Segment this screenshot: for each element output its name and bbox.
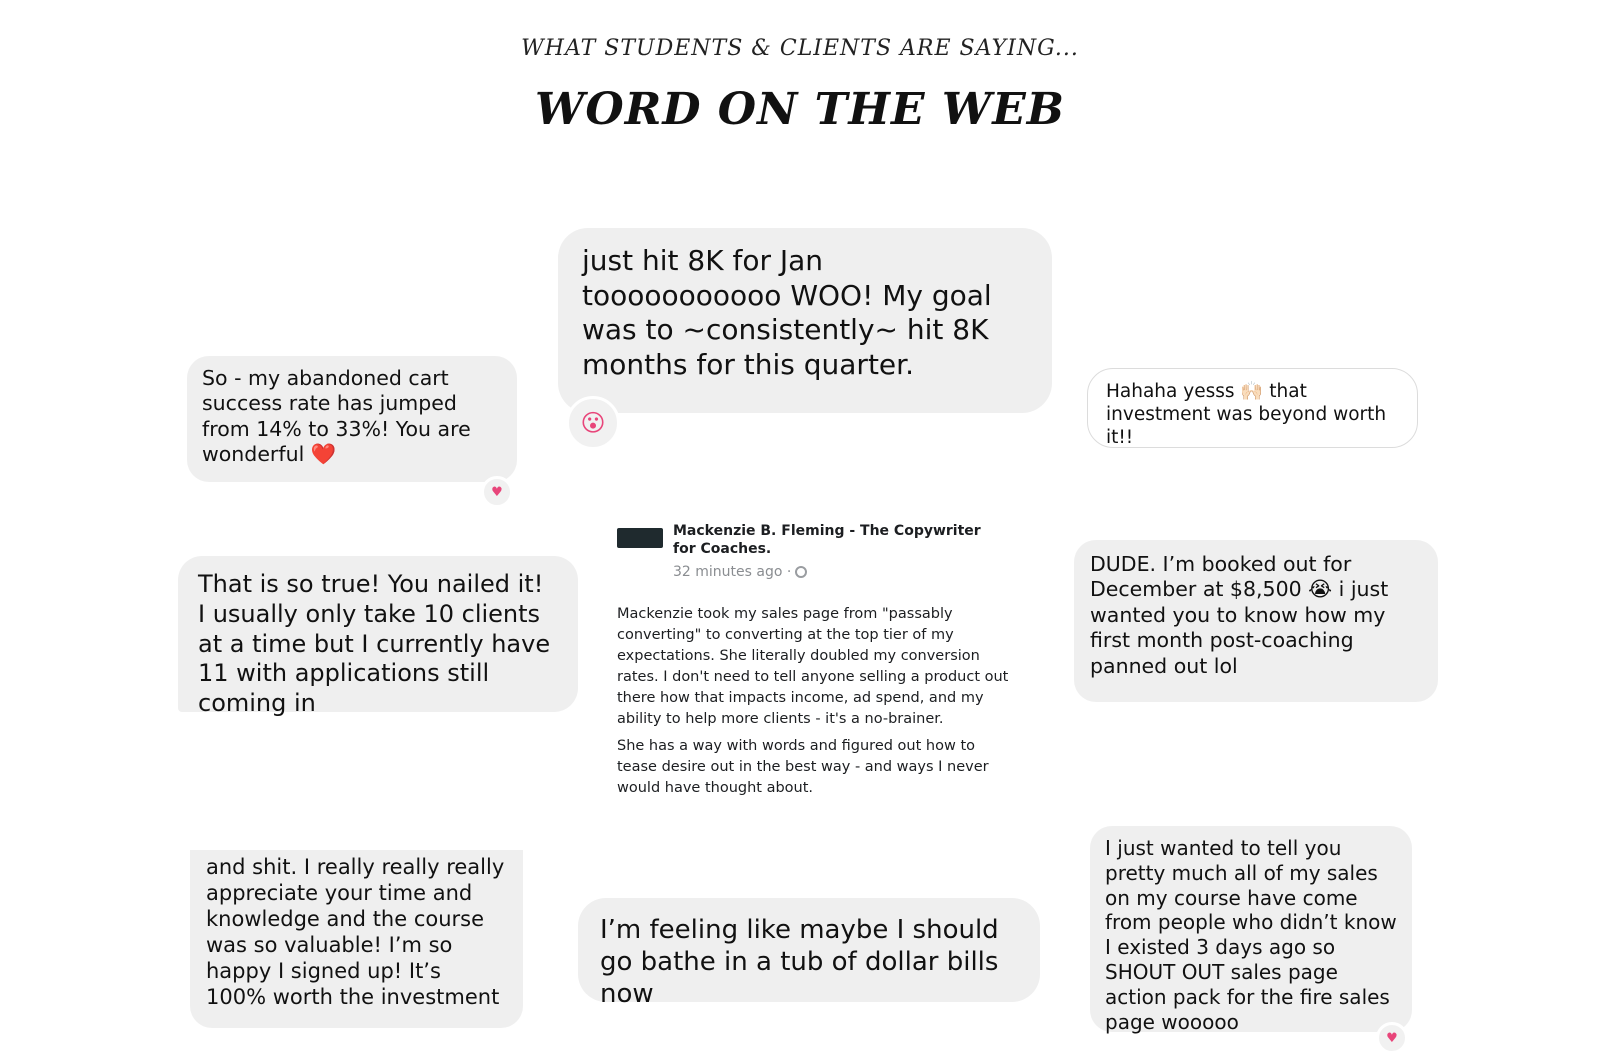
testimonial-valuable	[190, 850, 523, 1028]
heart-reaction-icon: ♥	[481, 476, 513, 508]
testimonial-sales-text: I just wanted to tell you pretty much all of my sales on my course have come from people who didn’t know I existed 3 days ago so SHOUT OUT sales page action pack for the fire sales page wooooo	[1105, 836, 1397, 1034]
post-timestamp	[673, 564, 807, 580]
testimonial-hahaha-text: Hahaha yesss 🙌🏻 that investment was beyond worth it!!	[1106, 381, 1387, 448]
post-paragraph-1: Mackenzie took my sales page from "passably converting" to converting at the top tier of my expectations. She literally doubled my conversion rates. I don't need to tell anyone selling a product out there how that impacts income, ad spend, and my ability to help more clients - it's a no-brainer.	[617, 606, 1009, 728]
testimonial-hahaha	[1087, 368, 1418, 448]
testimonial-nailed-text: That is so true! You nailed it! I usually only take 10 clients at a time but I currently have 11 with applications still coming in	[198, 570, 551, 717]
testimonial-sales	[1090, 826, 1412, 1032]
testimonial-jan	[558, 228, 1052, 413]
testimonial-cart	[187, 356, 517, 482]
testimonial-dude	[1074, 540, 1438, 702]
section-eyebrow: WHAT STUDENTS & CLIENTS ARE SAYING...	[521, 36, 1079, 61]
testimonial-dude-text: DUDE. I’m booked out for December at $8,500 😭 i just wanted you to know how my first month post-coaching panned out lol	[1090, 552, 1389, 678]
testimonial-bathe	[578, 898, 1040, 1010]
testimonial-valuable-text: and shit. I really really really appreciate your time and knowledge and the course was so valuable! I’m so happy I signed up! It’s 100% worth the investment	[206, 855, 505, 1010]
heart-reaction-icon: ♥	[1376, 1022, 1408, 1053]
testimonial-nailed	[178, 556, 578, 717]
globe-icon	[795, 566, 807, 578]
post-author: Mackenzie B. Fleming - The Copywriter for Coaches.	[673, 523, 981, 558]
avatar	[617, 528, 663, 548]
post-paragraph-2: She has a way with words and figured out how to tease desire out in the best way - and ways I never would have thought about.	[617, 738, 989, 797]
testimonial-bathe-text: I’m feeling like maybe I should go bathe in a tub of dollar bills now	[600, 915, 999, 1010]
testimonial-cart-text: So - my abandoned cart success rate has jumped from 14% to 33%! You are wonderful ❤️	[202, 366, 471, 467]
testimonial-jan-text: just hit 8K for Jan tooooooooooo WOO! My goal was to ~consistently~ hit 8K months for this quarter.	[582, 244, 992, 382]
post-body	[617, 604, 1012, 805]
section-title: WORD ON THE WEB	[535, 84, 1065, 135]
post-time-text: 32 minutes ago ·	[673, 564, 792, 580]
surprised-reaction-icon: 😮	[566, 396, 620, 450]
